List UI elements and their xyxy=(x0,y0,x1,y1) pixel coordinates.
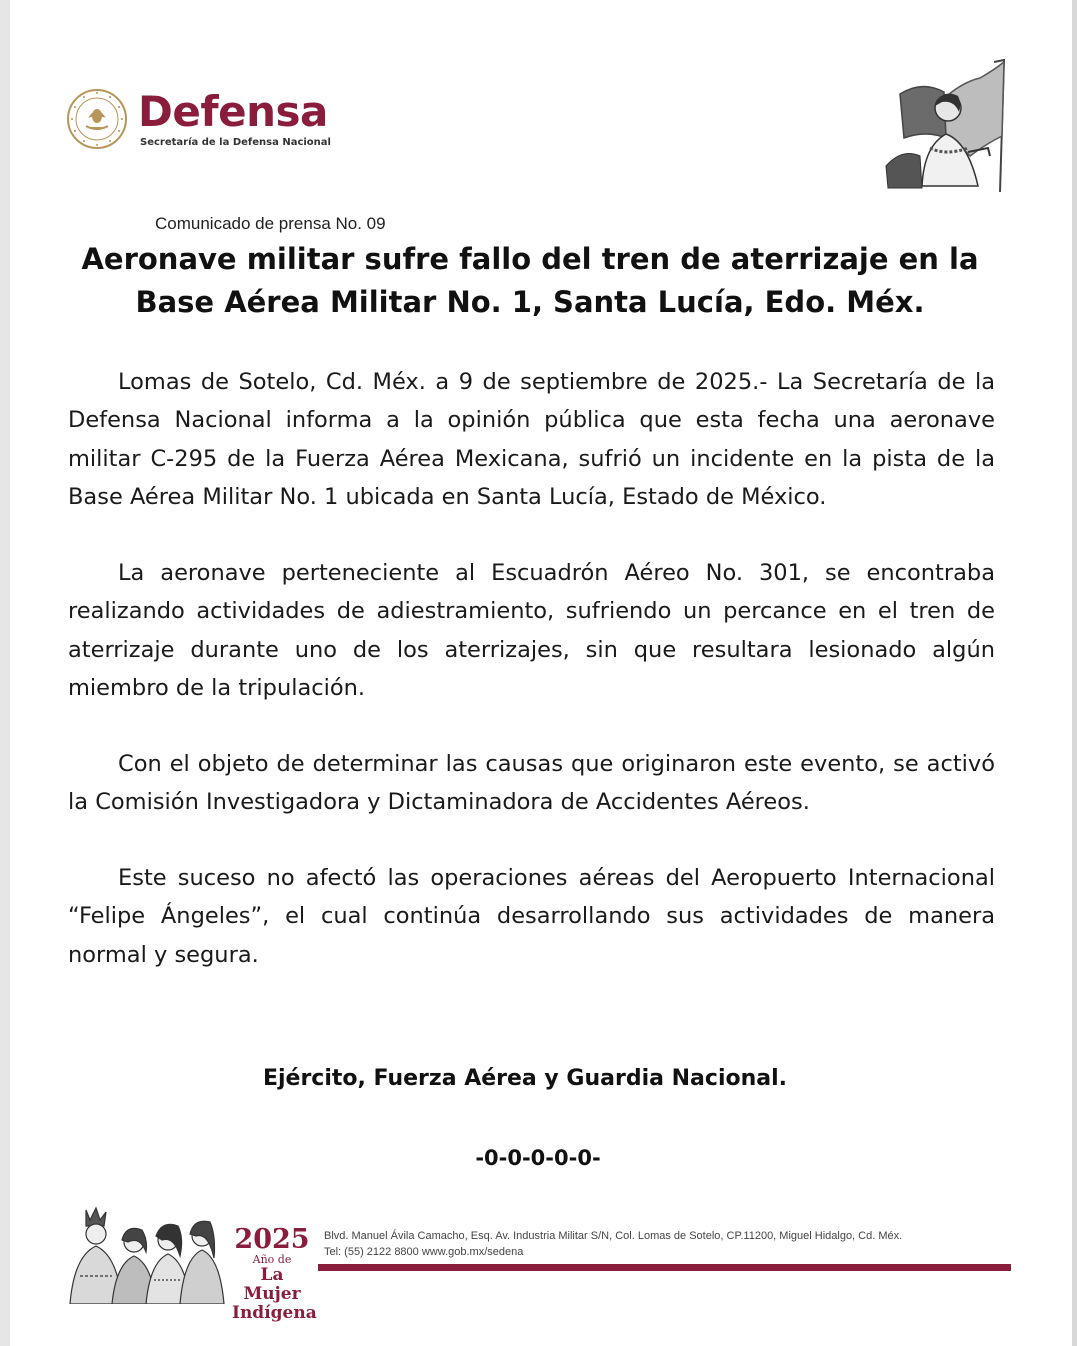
year-subtitle: Año de xyxy=(252,1253,292,1266)
footer-address xyxy=(324,1228,902,1260)
end-mark: -0-0-0-0-0- xyxy=(475,1146,601,1170)
body-paragraph: La aeronave perteneciente al Escuadrón Aéreo No. 301, se encontraba realizando actividades de adiestramiento, sufriendo un percance en el tren de aterrizaje durante uno de los aterrizajes, sin que resultara lesionado algún miembro de la tripulación. xyxy=(68,560,995,701)
brand-subtitle: Secretaría de la Defensa Nacional xyxy=(140,137,331,148)
brand-name: Defensa xyxy=(138,87,328,136)
communique-number: Comunicado de prensa No. 09 xyxy=(155,214,386,233)
footer-divider xyxy=(318,1264,1011,1271)
address-line-2: Tel: (55) 2122 8800 www.gob.mx/sedena xyxy=(324,1246,524,1258)
body-paragraph: Con el objeto de determinar las causas que originaron este evento, se activó la Comisión Investigadora y Dictaminadora de Accidentes Aéreos. xyxy=(68,751,995,816)
address-line-1: Blvd. Manuel Ávila Camacho, Esq. Av. Industria Militar S/N, Col. Lomas de Sotelo, CP.11200, Miguel Hidalgo, Cd. Méx. xyxy=(324,1230,903,1242)
body-paragraph: Este suceso no afectó las operaciones aéreas del Aeropuerto Internacional “Felipe Ángeles”, el cual continúa desarrollando sus actividades de manera normal y segura. xyxy=(68,865,995,968)
year-number: 2025 xyxy=(234,1224,310,1255)
indigenous-women-illustration xyxy=(66,1206,226,1304)
closing-slogan: Ejército, Fuerza Aérea y Guardia Nacional. xyxy=(262,1066,788,1091)
national-seal-icon xyxy=(66,88,128,150)
title-line-2: Base Aérea Militar No. 1, Santa Lucía, Edo. Méx. xyxy=(135,285,925,319)
year-line-2: Indígena xyxy=(232,1303,317,1323)
defensa-logo xyxy=(66,88,336,156)
title-line-1: Aeronave militar sufre fallo del tren de aterrizaje en la xyxy=(81,242,979,276)
body-paragraph: Lomas de Sotelo, Cd. Méx. a 9 de septiembre de 2025.- La Secretaría de la Defensa Nacional informa a la opinión pública que esta fecha una aeronave militar C-295 de la Fuerza Aérea Mexicana, sufrió un incidente en la pista de la Base Aérea Militar No. 1 ubicada en Santa Lucía, Estado de México. xyxy=(68,369,995,510)
heroine-flag-illustration xyxy=(882,56,1012,192)
year-line-1: La Mujer xyxy=(243,1265,301,1304)
press-release-title xyxy=(60,238,1000,324)
viewer-margin-right xyxy=(1072,0,1077,1346)
year-logo xyxy=(232,1224,317,1323)
viewer-margin-left xyxy=(0,0,10,1346)
